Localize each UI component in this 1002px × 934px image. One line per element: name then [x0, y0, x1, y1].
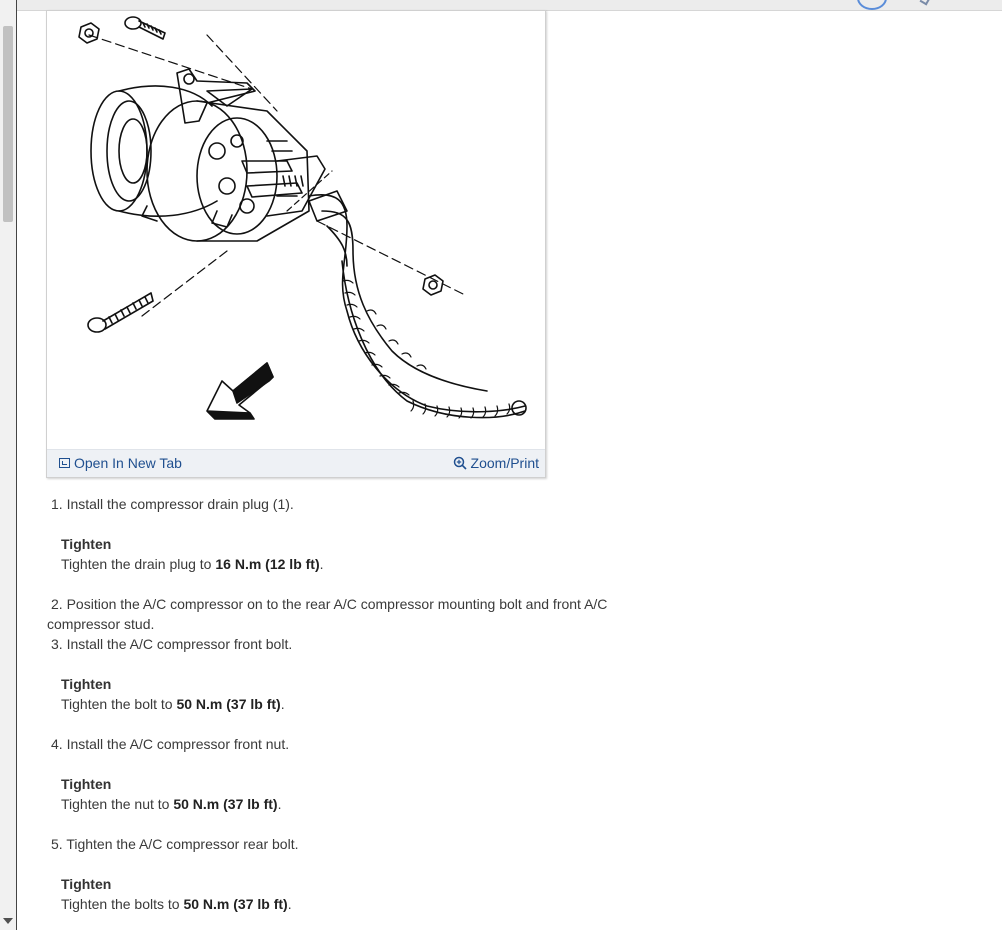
figure-container — [46, 10, 546, 478]
step-1 — [47, 494, 647, 514]
step-4 — [47, 734, 647, 754]
tighten-text — [61, 894, 647, 914]
tighten-prefix: Tighten the nut to — [61, 796, 174, 812]
step-number: 2. — [51, 596, 63, 612]
new-tab-icon — [59, 458, 70, 468]
step-2 — [47, 594, 647, 634]
chevron-down-icon[interactable] — [920, 0, 931, 5]
tighten-suffix: . — [287, 896, 292, 912]
torque-value: 50 N.m (37 lb ft) — [176, 696, 281, 712]
tighten-title: Tighten — [61, 536, 112, 552]
profile-circle-icon[interactable] — [857, 0, 887, 10]
figure-toolbar — [47, 449, 545, 477]
tighten-suffix: . — [277, 796, 282, 812]
step-5 — [47, 834, 647, 854]
tighten-spec-3 — [61, 674, 647, 714]
step-text-continued: compressor stud. — [47, 616, 155, 632]
tighten-text — [61, 694, 647, 714]
torque-value: 16 N.m (12 lb ft) — [215, 556, 320, 572]
tighten-text — [61, 794, 647, 814]
tighten-title: Tighten — [61, 876, 112, 892]
tighten-suffix: . — [319, 556, 324, 572]
tighten-title: Tighten — [61, 776, 112, 792]
step-3 — [47, 634, 647, 654]
step-text: Install the A/C compressor front nut. — [66, 736, 290, 752]
tighten-title: Tighten — [61, 676, 112, 692]
tighten-prefix: Tighten the bolt to — [61, 696, 177, 712]
step-number: 3. — [51, 636, 63, 652]
scrollbar-thumb[interactable] — [3, 26, 13, 222]
tighten-suffix: . — [280, 696, 285, 712]
zoom-print-link[interactable] — [453, 455, 539, 471]
step-number: 1. — [51, 496, 63, 512]
step-text: Position the A/C compressor on to the rear A/C compressor mounting bolt and front A/C — [66, 596, 608, 612]
zoom-print-label: Zoom/Print — [470, 455, 539, 471]
step-number: 5. — [51, 836, 63, 852]
torque-value: 50 N.m (37 lb ft) — [173, 796, 278, 812]
step-text: Tighten the A/C compressor rear bolt. — [66, 836, 299, 852]
scroll-down-arrow-icon[interactable] — [3, 918, 13, 924]
compressor-installation-diagram — [47, 11, 545, 449]
tighten-spec-1 — [61, 534, 647, 574]
step-text: Install the A/C compressor front bolt. — [66, 636, 293, 652]
tighten-text — [61, 554, 647, 574]
procedure-content — [47, 494, 647, 934]
open-in-new-tab-link[interactable] — [59, 455, 182, 471]
magnifier-plus-icon — [453, 456, 467, 470]
tighten-spec-4 — [61, 774, 647, 814]
torque-value: 50 N.m (37 lb ft) — [183, 896, 288, 912]
tighten-prefix: Tighten the drain plug to — [61, 556, 216, 572]
step-text: Install the compressor drain plug (1). — [66, 496, 294, 512]
tighten-spec-5 — [61, 874, 647, 914]
open-in-new-tab-label: Open In New Tab — [74, 455, 182, 471]
tighten-prefix: Tighten the bolts to — [61, 896, 184, 912]
step-number: 4. — [51, 736, 63, 752]
vertical-scrollbar[interactable] — [0, 0, 17, 930]
